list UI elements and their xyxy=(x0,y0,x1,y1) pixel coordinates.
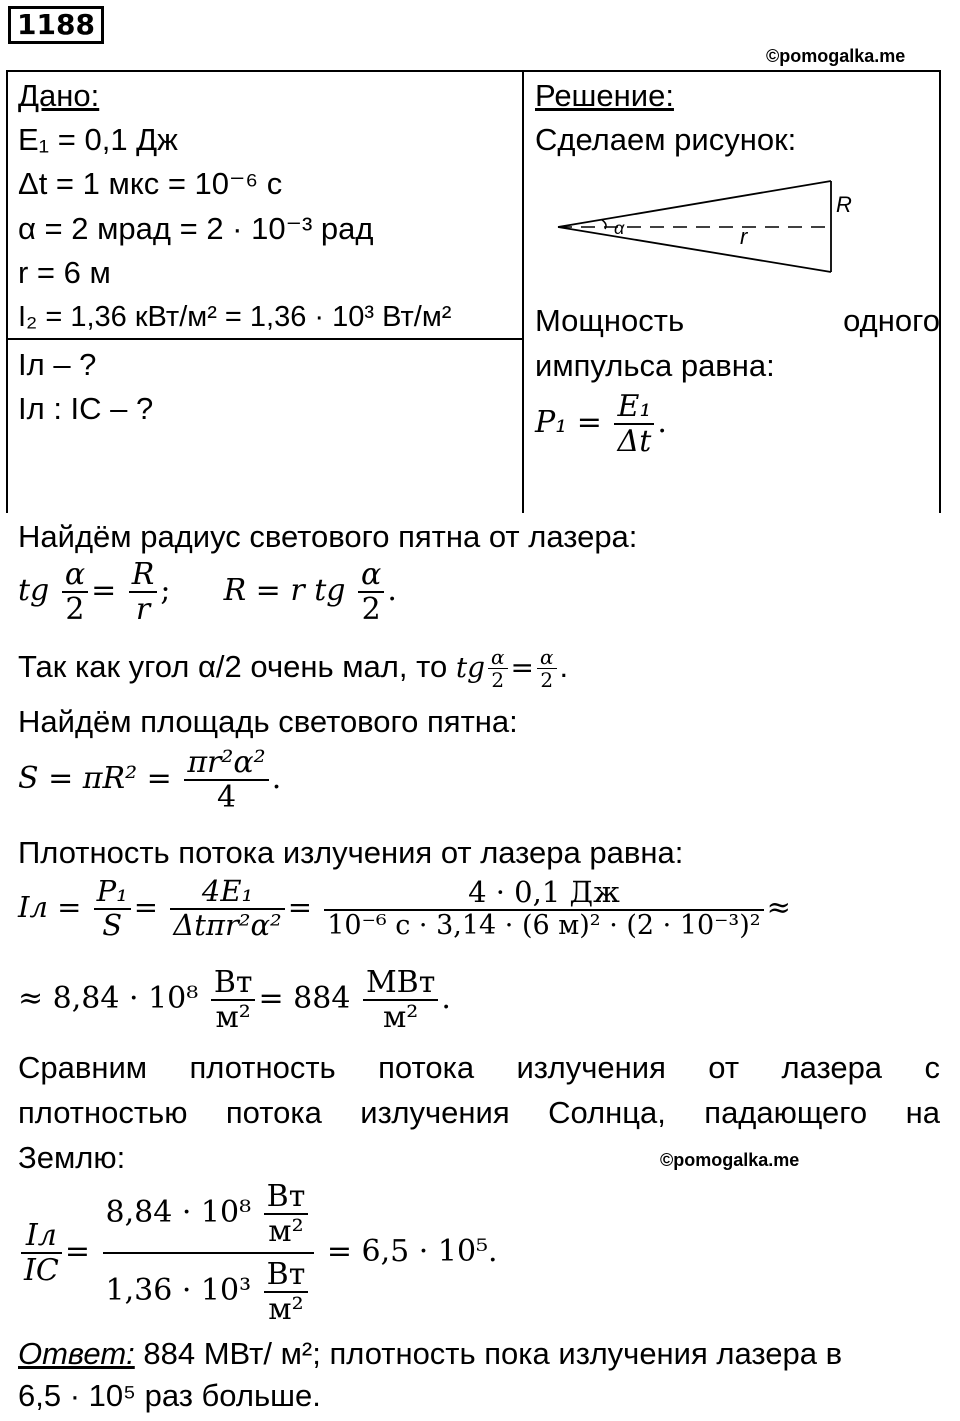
area-lhs: S = πR² = xyxy=(18,761,172,796)
R-expr-lhs: R = r tg xyxy=(223,573,346,608)
small-rhs-frac xyxy=(537,646,557,691)
problem-number: 1188 xyxy=(17,8,95,41)
find-q2: Iл : IС – ? xyxy=(18,391,154,426)
p1-lhs: P₁ = xyxy=(535,405,602,440)
ratio-denominator xyxy=(103,1254,315,1326)
il-vnum: 4 · 0,1 Дж xyxy=(324,877,763,911)
compare-word: Солнца, xyxy=(548,1095,666,1130)
R-alpha-half xyxy=(358,558,384,626)
compare-word: потока xyxy=(378,1050,475,1085)
answer-text-1: 884 МВт/ м²; плотность пока излучения лазера в xyxy=(134,1336,843,1371)
formula-tg-radius xyxy=(18,558,397,626)
compare-word: излучения xyxy=(516,1050,666,1085)
tg-semi: ; xyxy=(160,573,171,608)
R-dot: . xyxy=(387,573,397,608)
ratio-num-unit-d: м² xyxy=(268,1214,304,1249)
compare-word: плотностью xyxy=(18,1095,188,1130)
ratio-eq: = xyxy=(64,1234,90,1269)
res-u1d: м² xyxy=(215,1000,251,1035)
compare-word: лазера xyxy=(781,1050,883,1085)
formula-p1 xyxy=(535,390,667,458)
p1-fraction xyxy=(614,390,654,458)
compare-line-1 xyxy=(18,1046,940,1090)
il-s: S xyxy=(102,907,123,942)
flux-intro: Плотность потока излучения от лазера равна: xyxy=(18,835,684,870)
ratio-den-unit xyxy=(264,1258,309,1326)
il-eq-2: = xyxy=(287,889,312,924)
small-angle-text: Так как угол α/2 очень мал, то xyxy=(18,649,448,684)
laser-cone-figure xyxy=(550,172,860,276)
il-p1-over-s xyxy=(94,876,131,942)
compare-line-3: Землю: xyxy=(18,1140,126,1175)
area-numerator: πr²α² xyxy=(184,746,268,781)
ratio-result: = 6,5 · 10⁵. xyxy=(326,1234,498,1269)
power-word-1: Мощность xyxy=(535,303,685,338)
ratio-numerator xyxy=(103,1180,315,1254)
compare-word: падающего xyxy=(704,1095,868,1130)
power-line-1 xyxy=(535,299,940,343)
tg-eq: = xyxy=(91,573,117,608)
area-denominator: 4 xyxy=(216,780,237,815)
R-alpha: α xyxy=(358,558,384,593)
find-q1: Iл – ? xyxy=(18,347,97,382)
given-e1: E₁ = 0,1 Дж xyxy=(18,122,178,157)
ratio-den-unit-n: Вт xyxy=(264,1258,309,1293)
formula-intensity xyxy=(18,876,791,942)
compare-word: потока xyxy=(225,1095,322,1130)
res-u2d: м² xyxy=(382,1000,419,1035)
solution-title: Решение: xyxy=(535,78,674,113)
ratio-den-unit-d: м² xyxy=(268,1292,304,1327)
il-numeric xyxy=(324,877,763,941)
compare-word: от xyxy=(708,1050,740,1085)
solution-draw-text: Сделаем рисунок: xyxy=(535,122,797,157)
table-column-divider xyxy=(522,70,524,513)
area-fraction xyxy=(184,746,268,814)
formula-area xyxy=(18,746,281,814)
figure-label-r: r xyxy=(740,224,748,249)
p1-end: . xyxy=(657,405,667,440)
small-eq: = xyxy=(510,651,534,684)
R-two: 2 xyxy=(361,592,381,627)
area-dot: . xyxy=(271,761,282,796)
compare-word: Сравним xyxy=(18,1050,148,1085)
given-title: Дано: xyxy=(18,78,100,113)
tg-lhs: tg xyxy=(18,573,50,608)
ratio-den-value: 1,36 · 10³ xyxy=(105,1273,252,1308)
answer-line-1 xyxy=(18,1332,842,1376)
tg-R-over-r xyxy=(129,558,158,626)
compare-word: с xyxy=(924,1050,940,1085)
given-dt: Δt = 1 мкс = 10⁻⁶ с xyxy=(18,166,283,201)
tg-two: 2 xyxy=(65,592,85,627)
given-i2: I₂ = 1,36 кВт/м² = 1,36 · 10³ Вт/м² xyxy=(18,301,452,333)
res-pre: ≈ 8,84 · 10⁸ xyxy=(18,981,199,1016)
small-dot: . xyxy=(559,649,569,684)
res-unit-2 xyxy=(363,966,438,1034)
tg-alpha: α xyxy=(62,558,88,593)
small-tg: tg xyxy=(455,651,485,684)
res-mid: = 884 xyxy=(258,981,351,1016)
res-u2n: МВт xyxy=(363,966,438,1001)
tg-R: R xyxy=(129,558,158,593)
il-eq-1: = xyxy=(133,889,159,924)
watermark-bottom: ©pomogalka.me xyxy=(660,1150,800,1170)
p1-denominator: Δt xyxy=(617,424,652,459)
res-unit-1 xyxy=(211,966,256,1034)
small-alpha-1: α xyxy=(488,646,508,669)
il-vden: 10⁻⁶ с · 3,14 · (6 м)² · (2 · 10⁻³)² xyxy=(327,909,761,941)
area-intro: Найдём площадь светового пятна: xyxy=(18,704,518,739)
given-r: r = 6 м xyxy=(18,255,111,290)
formula-ratio xyxy=(18,1180,498,1326)
il-approx: ≈ xyxy=(766,889,791,924)
il-symbolic xyxy=(170,876,284,942)
small-two-2: 2 xyxy=(540,668,554,693)
problem-number-box xyxy=(8,6,104,44)
power-line-2: импульса равна: xyxy=(535,348,775,383)
ratio-il: Iл xyxy=(21,1219,62,1254)
ratio-num-unit-n: Вт xyxy=(264,1180,309,1215)
il-p1: P₁ xyxy=(94,876,131,910)
small-angle-line xyxy=(18,645,568,691)
small-two-1: 2 xyxy=(491,668,505,693)
answer-line-2: 6,5 · 10⁵ раз больше. xyxy=(18,1378,321,1413)
small-alpha-2: α xyxy=(537,646,557,669)
res-dot: . xyxy=(441,981,451,1016)
power-word-2: одного xyxy=(843,303,940,338)
il-4e1: 4E₁ xyxy=(170,876,284,910)
res-u1n: Вт xyxy=(211,966,256,1001)
radius-intro: Найдём радиус светового пятна от лазера: xyxy=(18,519,638,554)
formula-result xyxy=(18,966,451,1034)
ratio-num-unit xyxy=(264,1180,309,1248)
watermark-top: ©pomogalka.me xyxy=(766,46,906,66)
compare-word: на xyxy=(905,1095,940,1130)
compare-word: излучения xyxy=(360,1095,510,1130)
il-den: Δtπr²α² xyxy=(173,907,282,942)
answer-label: Ответ: xyxy=(18,1336,135,1371)
given-alpha: α = 2 мрад = 2 · 10⁻³ рад xyxy=(18,211,374,246)
ratio-lhs xyxy=(21,1219,62,1287)
compare-word: плотность xyxy=(189,1050,336,1085)
ratio-ic: IС xyxy=(24,1253,59,1288)
il-lhs: Iл = xyxy=(18,889,82,924)
tg-r: r xyxy=(135,592,151,627)
compare-line-2 xyxy=(18,1091,940,1135)
tg-alpha-half xyxy=(62,558,88,626)
ratio-num-value: 8,84 · 10⁸ xyxy=(105,1195,252,1230)
figure-label-R: R xyxy=(836,192,852,217)
ratio-fraction xyxy=(103,1180,315,1326)
small-tg-frac xyxy=(488,646,508,691)
figure-label-alpha: α xyxy=(614,218,625,238)
p1-numerator: E₁ xyxy=(614,390,654,425)
